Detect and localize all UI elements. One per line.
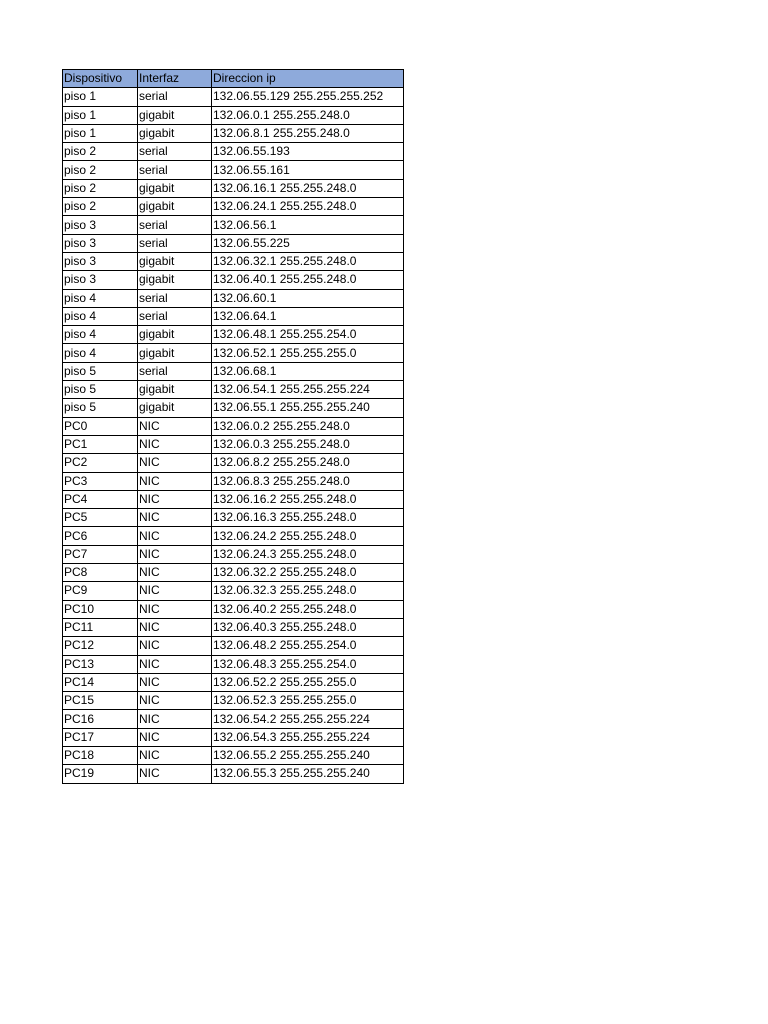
- cell-interface[interactable]: NIC: [138, 472, 212, 490]
- cell-ip-address[interactable]: 132.06.0.2 255.255.248.0: [212, 417, 404, 435]
- table-row: [63, 618, 404, 636]
- cell-device[interactable]: PC19: [63, 765, 138, 783]
- table-row: [63, 673, 404, 691]
- cell-ip-address[interactable]: 132.06.55.2 255.255.255.240: [212, 746, 404, 764]
- cell-ip-address[interactable]: 132.06.32.2 255.255.248.0: [212, 564, 404, 582]
- cell-device[interactable]: PC16: [63, 710, 138, 728]
- cell-device[interactable]: PC5: [63, 509, 138, 527]
- header-row: [63, 70, 404, 88]
- cell-device[interactable]: piso 4: [63, 344, 138, 362]
- table-row: [63, 307, 404, 325]
- table-row: [63, 509, 404, 527]
- cell-ip-address[interactable]: 132.06.52.2 255.255.255.0: [212, 673, 404, 691]
- cell-ip-address[interactable]: 132.06.24.1 255.255.248.0: [212, 198, 404, 216]
- cell-device[interactable]: piso 1: [63, 106, 138, 124]
- table-row: [63, 600, 404, 618]
- cell-interface[interactable]: gigabit: [138, 344, 212, 362]
- cell-device[interactable]: PC6: [63, 527, 138, 545]
- cell-device[interactable]: piso 2: [63, 143, 138, 161]
- table-row: [63, 655, 404, 673]
- cell-interface[interactable]: NIC: [138, 673, 212, 691]
- table-row: [63, 399, 404, 417]
- column-header-ip[interactable]: Direccion ip: [212, 70, 404, 88]
- cell-ip-address[interactable]: 132.06.16.3 255.255.248.0: [212, 509, 404, 527]
- cell-device[interactable]: PC2: [63, 454, 138, 472]
- table-body: [63, 88, 404, 783]
- cell-interface[interactable]: NIC: [138, 655, 212, 673]
- table-row: [63, 692, 404, 710]
- cell-interface[interactable]: gigabit: [138, 252, 212, 270]
- cell-interface[interactable]: NIC: [138, 728, 212, 746]
- table-row: [63, 765, 404, 783]
- cell-interface[interactable]: NIC: [138, 582, 212, 600]
- table-row: [63, 88, 404, 106]
- cell-device[interactable]: PC4: [63, 490, 138, 508]
- table-row: [63, 472, 404, 490]
- cell-device[interactable]: PC10: [63, 600, 138, 618]
- cell-interface[interactable]: NIC: [138, 527, 212, 545]
- table-row: [63, 490, 404, 508]
- cell-ip-address[interactable]: 132.06.48.1 255.255.254.0: [212, 326, 404, 344]
- table-row: [63, 710, 404, 728]
- table-row: [63, 728, 404, 746]
- cell-interface[interactable]: gigabit: [138, 271, 212, 289]
- table-row: [63, 637, 404, 655]
- cell-ip-address[interactable]: 132.06.60.1: [212, 289, 404, 307]
- cell-device[interactable]: piso 4: [63, 326, 138, 344]
- table-row: [63, 564, 404, 582]
- cell-device[interactable]: piso 2: [63, 198, 138, 216]
- cell-interface[interactable]: NIC: [138, 417, 212, 435]
- cell-device[interactable]: PC11: [63, 618, 138, 636]
- cell-ip-address[interactable]: 132.06.48.3 255.255.254.0: [212, 655, 404, 673]
- table-row: [63, 124, 404, 142]
- table-row: [63, 289, 404, 307]
- cell-device[interactable]: piso 2: [63, 179, 138, 197]
- ip-address-table: [62, 69, 404, 784]
- table-row: [63, 198, 404, 216]
- cell-interface[interactable]: NIC: [138, 765, 212, 783]
- cell-interface[interactable]: NIC: [138, 600, 212, 618]
- cell-interface[interactable]: NIC: [138, 509, 212, 527]
- cell-ip-address[interactable]: 132.06.0.1 255.255.248.0: [212, 106, 404, 124]
- cell-ip-address[interactable]: 132.06.55.161: [212, 161, 404, 179]
- cell-ip-address[interactable]: 132.06.8.3 255.255.248.0: [212, 472, 404, 490]
- cell-ip-address[interactable]: 132.06.68.1: [212, 362, 404, 380]
- cell-interface[interactable]: serial: [138, 362, 212, 380]
- cell-device[interactable]: piso 5: [63, 362, 138, 380]
- cell-ip-address[interactable]: 132.06.24.3 255.255.248.0: [212, 545, 404, 563]
- cell-device[interactable]: PC17: [63, 728, 138, 746]
- cell-device[interactable]: piso 3: [63, 271, 138, 289]
- cell-interface[interactable]: serial: [138, 216, 212, 234]
- table-row: [63, 179, 404, 197]
- cell-interface[interactable]: NIC: [138, 545, 212, 563]
- cell-device[interactable]: piso 1: [63, 88, 138, 106]
- table-row: [63, 527, 404, 545]
- cell-device[interactable]: PC7: [63, 545, 138, 563]
- cell-ip-address[interactable]: 132.06.54.2 255.255.255.224: [212, 710, 404, 728]
- table-row: [63, 326, 404, 344]
- table-row: [63, 344, 404, 362]
- cell-interface[interactable]: NIC: [138, 564, 212, 582]
- cell-interface[interactable]: NIC: [138, 490, 212, 508]
- cell-interface[interactable]: gigabit: [138, 179, 212, 197]
- cell-ip-address[interactable]: 132.06.40.3 255.255.248.0: [212, 618, 404, 636]
- table-row: [63, 216, 404, 234]
- cell-device[interactable]: PC1: [63, 435, 138, 453]
- cell-device[interactable]: piso 4: [63, 307, 138, 325]
- table-row: [63, 454, 404, 472]
- cell-interface[interactable]: gigabit: [138, 381, 212, 399]
- cell-ip-address[interactable]: 132.06.52.1 255.255.255.0: [212, 344, 404, 362]
- cell-interface[interactable]: serial: [138, 161, 212, 179]
- cell-interface[interactable]: NIC: [138, 692, 212, 710]
- cell-interface[interactable]: gigabit: [138, 399, 212, 417]
- cell-device[interactable]: piso 3: [63, 234, 138, 252]
- cell-interface[interactable]: gigabit: [138, 198, 212, 216]
- cell-device[interactable]: piso 2: [63, 161, 138, 179]
- table-row: [63, 271, 404, 289]
- cell-ip-address[interactable]: 132.06.32.1 255.255.248.0: [212, 252, 404, 270]
- table-row: [63, 417, 404, 435]
- table-row: [63, 161, 404, 179]
- cell-ip-address[interactable]: 132.06.54.3 255.255.255.224: [212, 728, 404, 746]
- table-row: [63, 545, 404, 563]
- cell-interface[interactable]: serial: [138, 88, 212, 106]
- cell-device[interactable]: PC0: [63, 417, 138, 435]
- cell-ip-address[interactable]: 132.06.0.3 255.255.248.0: [212, 435, 404, 453]
- cell-device[interactable]: piso 4: [63, 289, 138, 307]
- cell-ip-address[interactable]: 132.06.8.2 255.255.248.0: [212, 454, 404, 472]
- cell-interface[interactable]: NIC: [138, 454, 212, 472]
- cell-ip-address[interactable]: 132.06.16.2 255.255.248.0: [212, 490, 404, 508]
- cell-device[interactable]: PC9: [63, 582, 138, 600]
- cell-ip-address[interactable]: 132.06.52.3 255.255.255.0: [212, 692, 404, 710]
- cell-interface[interactable]: NIC: [138, 710, 212, 728]
- table-header: [63, 70, 404, 88]
- cell-interface[interactable]: serial: [138, 307, 212, 325]
- table-row: [63, 746, 404, 764]
- cell-ip-address[interactable]: 132.06.56.1: [212, 216, 404, 234]
- table-row: [63, 143, 404, 161]
- cell-device[interactable]: PC12: [63, 637, 138, 655]
- cell-device[interactable]: PC18: [63, 746, 138, 764]
- cell-ip-address[interactable]: 132.06.64.1: [212, 307, 404, 325]
- table-row: [63, 582, 404, 600]
- table-row: [63, 362, 404, 380]
- cell-device[interactable]: PC15: [63, 692, 138, 710]
- cell-device[interactable]: piso 3: [63, 216, 138, 234]
- cell-ip-address[interactable]: 132.06.55.193: [212, 143, 404, 161]
- cell-device[interactable]: piso 5: [63, 381, 138, 399]
- cell-device[interactable]: PC3: [63, 472, 138, 490]
- cell-ip-address[interactable]: 132.06.55.3 255.255.255.240: [212, 765, 404, 783]
- cell-interface[interactable]: serial: [138, 143, 212, 161]
- table-row: [63, 252, 404, 270]
- cell-ip-address[interactable]: 132.06.8.1 255.255.248.0: [212, 124, 404, 142]
- cell-interface[interactable]: gigabit: [138, 326, 212, 344]
- column-header-interface[interactable]: Interfaz: [138, 70, 212, 88]
- cell-interface[interactable]: NIC: [138, 435, 212, 453]
- cell-device[interactable]: PC14: [63, 673, 138, 691]
- cell-device[interactable]: piso 1: [63, 124, 138, 142]
- cell-interface[interactable]: NIC: [138, 746, 212, 764]
- cell-device[interactable]: piso 5: [63, 399, 138, 417]
- cell-interface[interactable]: serial: [138, 289, 212, 307]
- cell-ip-address[interactable]: 132.06.40.2 255.255.248.0: [212, 600, 404, 618]
- cell-ip-address[interactable]: 132.06.55.225: [212, 234, 404, 252]
- cell-device[interactable]: PC8: [63, 564, 138, 582]
- column-header-device[interactable]: Dispositivo: [63, 70, 138, 88]
- cell-ip-address[interactable]: 132.06.55.1 255.255.255.240: [212, 399, 404, 417]
- table-row: [63, 106, 404, 124]
- cell-ip-address[interactable]: 132.06.16.1 255.255.248.0: [212, 179, 404, 197]
- cell-ip-address[interactable]: 132.06.24.2 255.255.248.0: [212, 527, 404, 545]
- table-row: [63, 234, 404, 252]
- table-row: [63, 435, 404, 453]
- cell-ip-address[interactable]: 132.06.32.3 255.255.248.0: [212, 582, 404, 600]
- table-row: [63, 381, 404, 399]
- cell-ip-address[interactable]: 132.06.54.1 255.255.255.224: [212, 381, 404, 399]
- cell-interface[interactable]: NIC: [138, 637, 212, 655]
- cell-device[interactable]: piso 3: [63, 252, 138, 270]
- cell-interface[interactable]: NIC: [138, 618, 212, 636]
- cell-ip-address[interactable]: 132.06.48.2 255.255.254.0: [212, 637, 404, 655]
- cell-ip-address[interactable]: 132.06.40.1 255.255.248.0: [212, 271, 404, 289]
- cell-device[interactable]: PC13: [63, 655, 138, 673]
- cell-interface[interactable]: serial: [138, 234, 212, 252]
- cell-ip-address[interactable]: 132.06.55.129 255.255.255.252: [212, 88, 404, 106]
- cell-interface[interactable]: gigabit: [138, 106, 212, 124]
- cell-interface[interactable]: gigabit: [138, 124, 212, 142]
